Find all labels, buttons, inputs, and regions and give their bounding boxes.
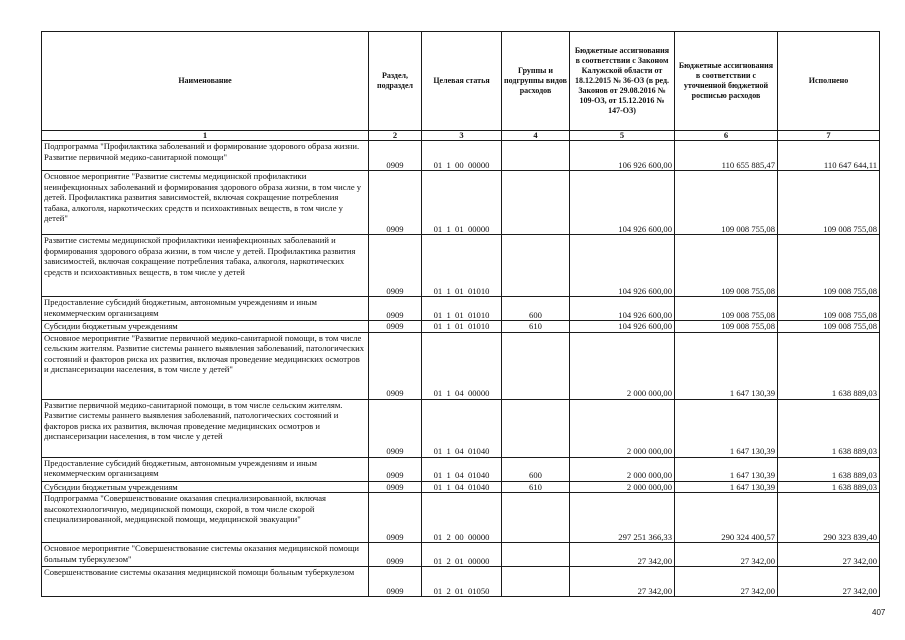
table-row: [42, 567, 880, 597]
column-number: 6: [675, 131, 778, 141]
row-group: [502, 141, 570, 171]
row-refined-amount: 27 342,00: [675, 567, 778, 597]
header-law-appropriations: Бюджетные ассигнования в соответствии с Законом Калужской области от 18.12.2015 № 36-ОЗ (в ред. Законов от 29.08.2016 № 109-ОЗ, от 15.12.2016 № 147-ОЗ): [570, 32, 675, 131]
row-target: 01 2 00 00000: [422, 493, 502, 543]
row-executed-amount: 110 647 644,11: [778, 141, 880, 171]
row-section: 0909: [369, 493, 422, 543]
row-refined-amount: 290 324 400,57: [675, 493, 778, 543]
row-law-amount: 297 251 366,33: [570, 493, 675, 543]
row-refined-amount: 109 008 755,08: [675, 235, 778, 297]
row-refined-amount: 109 008 755,08: [675, 297, 778, 321]
row-target: 01 2 01 01050: [422, 567, 502, 597]
column-number: 5: [570, 131, 675, 141]
row-target: 01 1 04 01040: [422, 457, 502, 481]
row-executed-amount: 1 638 889,03: [778, 481, 880, 493]
budget-table: [41, 31, 880, 597]
table-row: [42, 235, 880, 297]
row-name: Подпрограмма "Совершенствование оказания специализированной, включая высокотехнологичную, медицинской помощи, скорой, в том числе скорой специализированной, медицинской помощи, медицинской эвакуации": [42, 493, 369, 543]
row-name: Развитие системы медицинской профилактики неинфекционных заболеваний и формирования здорового образа жизни, в том числе у детей. Профилактика развития зависимостей, включая сокращение потребления табака, алкоголя, наркотических средств и психоактивных веществ, в том числе у детей: [42, 235, 369, 297]
row-law-amount: 104 926 600,00: [570, 171, 675, 235]
row-executed-amount: 109 008 755,08: [778, 297, 880, 321]
header-name: Наименование: [42, 32, 369, 131]
row-group: 610: [502, 321, 570, 333]
row-group: [502, 399, 570, 457]
row-section: 0909: [369, 141, 422, 171]
header-section: Раздел, подраздел: [369, 32, 422, 131]
row-group: [502, 543, 570, 567]
row-executed-amount: 27 342,00: [778, 543, 880, 567]
row-name: Предоставление субсидий бюджетным, автономным учреждениям и иным некоммерческим организациям: [42, 297, 369, 321]
row-section: 0909: [369, 399, 422, 457]
row-law-amount: 104 926 600,00: [570, 297, 675, 321]
row-target: 01 1 04 00000: [422, 332, 502, 399]
row-name: Основное мероприятие "Совершенствование системы оказания медицинской помощи больным туберкулезом": [42, 543, 369, 567]
row-name: Развитие первичной медико-санитарной помощи, в том числе сельским жителям. Развитие системы раннего выявления заболеваний, патологических состояний и факторов риска их развития, включая проведение медицинских осмотров и диспансеризации населения, в том числе у детей: [42, 399, 369, 457]
row-law-amount: 2 000 000,00: [570, 399, 675, 457]
table-row: [42, 141, 880, 171]
row-section: 0909: [369, 457, 422, 481]
row-section: 0909: [369, 543, 422, 567]
table-row: [42, 297, 880, 321]
row-group: 600: [502, 297, 570, 321]
row-law-amount: 104 926 600,00: [570, 321, 675, 333]
row-target: 01 1 04 01040: [422, 481, 502, 493]
row-refined-amount: 110 655 885,47: [675, 141, 778, 171]
row-group: 600: [502, 457, 570, 481]
header-executed: Исполнено: [778, 32, 880, 131]
row-target: 01 2 01 00000: [422, 543, 502, 567]
row-name: Субсидии бюджетным учреждениям: [42, 321, 369, 333]
table-row: [42, 457, 880, 481]
row-refined-amount: 109 008 755,08: [675, 171, 778, 235]
row-target: 01 1 01 01010: [422, 297, 502, 321]
row-section: 0909: [369, 481, 422, 493]
row-refined-amount: 27 342,00: [675, 543, 778, 567]
row-law-amount: 2 000 000,00: [570, 332, 675, 399]
table-row: [42, 332, 880, 399]
row-name: Субсидии бюджетным учреждениям: [42, 481, 369, 493]
row-target: 01 1 01 00000: [422, 171, 502, 235]
row-target: 01 1 00 00000: [422, 141, 502, 171]
column-number: 2: [369, 131, 422, 141]
row-law-amount: 27 342,00: [570, 543, 675, 567]
row-executed-amount: 109 008 755,08: [778, 235, 880, 297]
column-number-row: [42, 131, 880, 141]
table-row: [42, 493, 880, 543]
table-row: [42, 399, 880, 457]
row-name: Предоставление субсидий бюджетным, автономным учреждениям и иным некоммерческим организациям: [42, 457, 369, 481]
page-number: 407: [872, 608, 886, 617]
row-section: 0909: [369, 235, 422, 297]
header-refined-appropriations: Бюджетные ассигнования в соответствии с уточненной бюджетной росписью расходов: [675, 32, 778, 131]
row-name: Подпрограмма "Профилактика заболеваний и формирование здорового образа жизни. Развитие первичной медико-санитарной помощи": [42, 141, 369, 171]
row-law-amount: 27 342,00: [570, 567, 675, 597]
row-name: Основное мероприятие "Развитие системы медицинской профилактики неинфекционных заболеваний и формирования здорового образа жизни, в том числе у детей. Профилактика развития зависимостей, включая сокращение потребления табака, алкоголя, наркотических средств и психоактивных веществ, в том числе у детей": [42, 171, 369, 235]
row-section: 0909: [369, 297, 422, 321]
row-section: 0909: [369, 332, 422, 399]
table-row: [42, 171, 880, 235]
row-group: [502, 493, 570, 543]
row-law-amount: 106 926 600,00: [570, 141, 675, 171]
column-number: 7: [778, 131, 880, 141]
row-executed-amount: 1 638 889,03: [778, 332, 880, 399]
column-number: 4: [502, 131, 570, 141]
row-group: [502, 171, 570, 235]
row-group: [502, 567, 570, 597]
row-executed-amount: 1 638 889,03: [778, 457, 880, 481]
row-name: Совершенствование системы оказания медицинской помощи больным туберкулезом: [42, 567, 369, 597]
row-law-amount: 104 926 600,00: [570, 235, 675, 297]
row-executed-amount: 109 008 755,08: [778, 321, 880, 333]
row-target: 01 1 04 01040: [422, 399, 502, 457]
row-refined-amount: 1 647 130,39: [675, 457, 778, 481]
column-number: 1: [42, 131, 369, 141]
row-group: [502, 332, 570, 399]
table-row: [42, 321, 880, 333]
row-law-amount: 2 000 000,00: [570, 457, 675, 481]
row-section: 0909: [369, 321, 422, 333]
table-row: [42, 543, 880, 567]
row-refined-amount: 1 647 130,39: [675, 399, 778, 457]
row-target: 01 1 01 01010: [422, 321, 502, 333]
row-law-amount: 2 000 000,00: [570, 481, 675, 493]
row-refined-amount: 109 008 755,08: [675, 321, 778, 333]
row-section: 0909: [369, 171, 422, 235]
header-row: [42, 32, 880, 131]
table-row: [42, 481, 880, 493]
row-refined-amount: 1 647 130,39: [675, 481, 778, 493]
column-number: 3: [422, 131, 502, 141]
header-group: Группы и подгруппы видов расходов: [502, 32, 570, 131]
row-target: 01 1 01 01010: [422, 235, 502, 297]
row-executed-amount: 290 323 839,40: [778, 493, 880, 543]
row-refined-amount: 1 647 130,39: [675, 332, 778, 399]
row-executed-amount: 1 638 889,03: [778, 399, 880, 457]
row-executed-amount: 27 342,00: [778, 567, 880, 597]
row-section: 0909: [369, 567, 422, 597]
row-group: [502, 235, 570, 297]
row-name: Основное мероприятие "Развитие первичной медико-санитарной помощи, в том числе сельским жителям. Развитие системы раннего выявления заболеваний, патологических состояний и факторов риска их развития, включая проведение медицинских осмотров и диспансеризации населения, в том числе у детей": [42, 332, 369, 399]
header-target: Целевая статья: [422, 32, 502, 131]
row-group: 610: [502, 481, 570, 493]
row-executed-amount: 109 008 755,08: [778, 171, 880, 235]
